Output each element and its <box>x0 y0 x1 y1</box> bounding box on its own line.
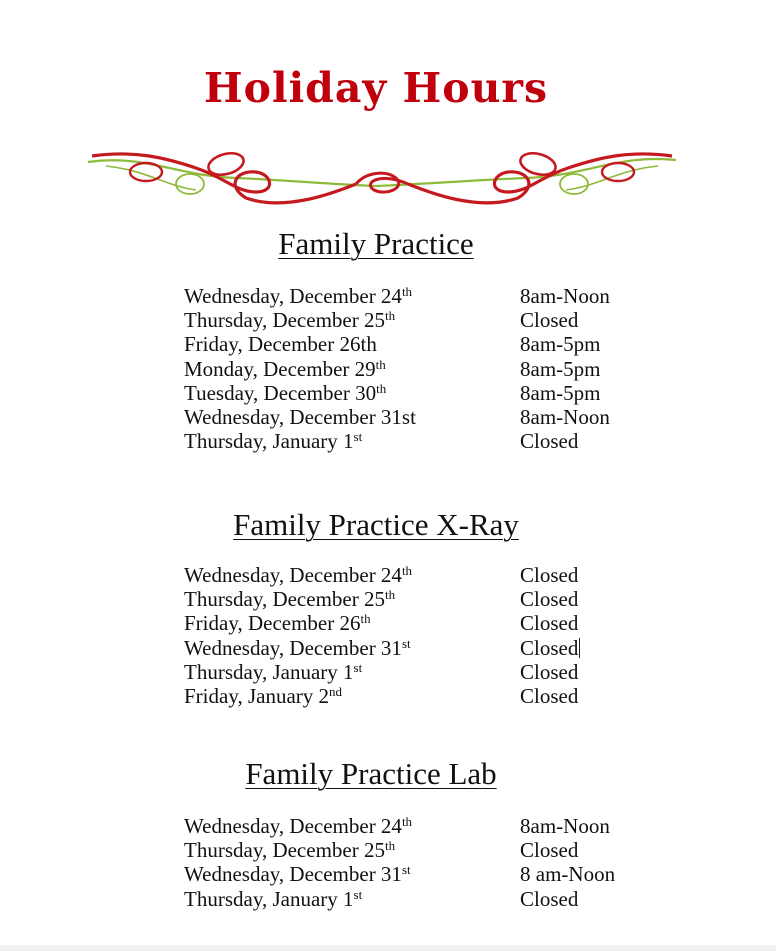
text-cursor <box>579 638 580 658</box>
section-title-family-practice: Family Practice <box>278 226 474 261</box>
section-title-family-practice-lab: Family Practice Lab <box>245 756 497 791</box>
ribbon-ornament-icon <box>86 146 678 216</box>
section-title-family-practice-xray: Family Practice X-Ray <box>233 507 519 542</box>
document-page: Holiday Hours Family Practice Wednesday, December 24th 8am-Noon Thursday, December 25th Closed Friday, December 26th 8am-5pm Monday, December 29th 8am-5pm Tuesday, December 30th 8am-5pm Wednesday, December 31st 8am-Noon Thursday, January 1st Closed Family Practice X-Ray Wednesday, December 24th Closed Thursday, December 25th Closed Friday, December 26th Closed Wednesday, December 31st Closed Thursday, January 1st Closed Friday, January 2nd Closed Family Practice Lab Wednesday, December 24th 8am-Noon Thursday, December 25th Closed Wednesday, December 31st 8 am-Noon Thursday, January 1st Closed <box>0 0 776 945</box>
page-bottom-edge <box>0 945 776 951</box>
page-title: Holiday Hours <box>203 64 549 112</box>
